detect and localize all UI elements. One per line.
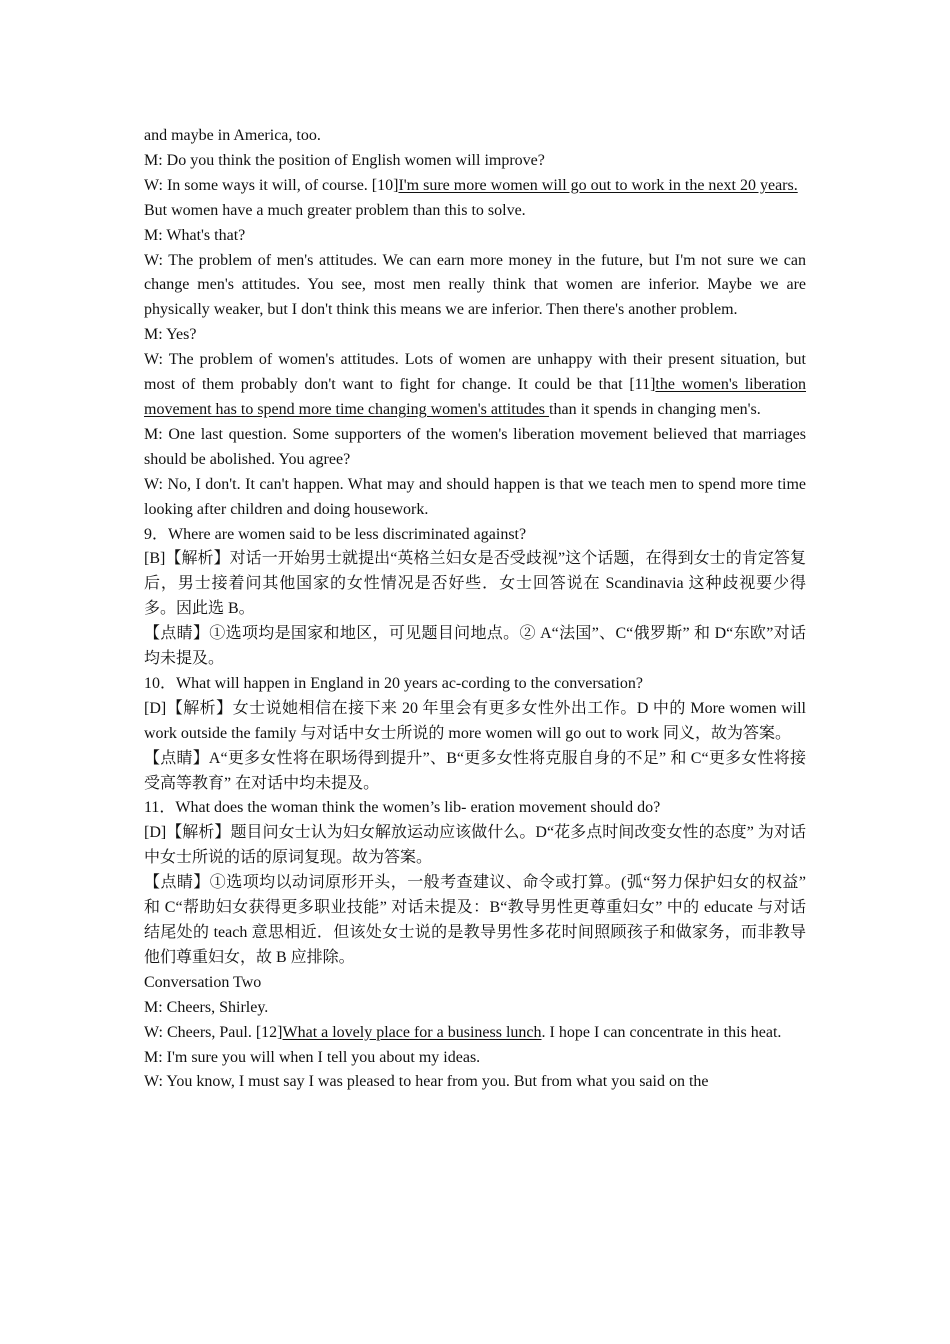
text-run: M: One last question. Some supporters of the women's liberation movement believed that marriages should be abolished. You agree? (144, 425, 806, 468)
text-run: But women have a much greater problem than this to solve. (144, 201, 526, 219)
text-run: 11．What does the woman think the women’s lib- eration movement should do? (144, 799, 661, 817)
paragraph (144, 796, 806, 821)
paragraph (144, 523, 806, 548)
paragraph (144, 423, 806, 473)
paragraph (144, 672, 806, 697)
text-run: W: The problem of women's attitudes. Lots of women are unhappy with their present situation, but most of them probably don't want to fight for change. It could be that [11] (144, 351, 806, 394)
text-run: M: Do you think the position of English women will improve? (144, 151, 545, 169)
text-run: M: I'm sure you will when I tell you about my ideas. (144, 1048, 481, 1066)
text-run: [D]【解析】题目问女士认为妇女解放运动应该做什么。D“花多点时间改变女性的态度” 为对话中女士所说的话的原词复现。故为答案。 (144, 824, 806, 867)
text-run: [B]【解析】对话一开始男士就提出“英格兰妇女是否受歧视”这个话题，在得到女士的肯定答复后，男士接着问其他国家的女性情况是否好些．女士回答说在 Scandinavia 这种歧视要少得多。因此选 B。 (144, 550, 806, 618)
text-run: 【点睛】①选项均是国家和地区，可见题目问地点。② A“法国”、C“俄罗斯” 和 D“东欧”对话均未提及。 (144, 625, 806, 668)
text-run: M: Yes? (144, 326, 197, 344)
paragraph (144, 871, 806, 971)
text-run: M: What's that? (144, 226, 246, 244)
underlined-text: I'm sure more women will go out to work in the next 20 years. (398, 176, 798, 194)
paragraph (144, 473, 806, 523)
text-run: W: In some ways it will, of course. [10] (144, 176, 399, 194)
paragraph (144, 124, 806, 149)
text-run: and maybe in America, too. (144, 127, 321, 144)
text-run: Conversation Two (144, 973, 262, 991)
paragraph (144, 821, 806, 871)
paragraph (144, 1021, 806, 1046)
paragraph (144, 971, 806, 996)
paragraph (144, 747, 806, 797)
paragraph (144, 622, 806, 672)
text-run: 【点睛】A“更多女性将在职场得到提升”、B“更多女性将克服自身的不足” 和 C“更多女性将接受高等教育” 在对话中均未提及。 (144, 749, 806, 792)
text-run: than it spends in changing men's. (549, 400, 761, 418)
text-run: 【点睛】①选项均以动词原形开头，一般考查建议、命令或打算。(弧“努力保护妇女的权益” 和 C“帮助妇女获得更多职业技能” 对话未提及：B“教导男性更尊重妇女” 中的 educate 与对话结尾处的 teach 意思相近．但该处女士说的是教导男性多花时间照顾孩子和做家务，而非教导他们尊重妇女，故 B 应排除。 (144, 874, 806, 966)
text-run: W: Cheers, Paul. [12] (144, 1023, 283, 1041)
underlined-text: the women's liberation movement has to spend more time changing women's attitudes (144, 376, 807, 418)
underlined-text: What a lovely place for a business lunch (282, 1023, 542, 1041)
text-run: W: No, I don't. It can't happen. What may and should happen is that we teach men to spend more time looking after children and doing housework. (144, 475, 806, 518)
text-run: 9．Where are women said to be less discriminated against? (144, 525, 527, 543)
text-run: W: You know, I must say I was pleased to hear from you. But from what you said on the (144, 1073, 709, 1091)
paragraph (144, 996, 806, 1021)
paragraph (144, 199, 806, 224)
paragraph (144, 547, 806, 622)
paragraph (144, 224, 806, 249)
text-run: 10．What will happen in England in 20 years ac-cording to the conversation? (144, 674, 643, 692)
paragraph (144, 1046, 806, 1071)
paragraph (144, 149, 806, 174)
paragraph (144, 697, 806, 747)
paragraph (144, 174, 806, 199)
document-page (144, 124, 806, 1095)
paragraph (144, 323, 806, 348)
paragraph (144, 348, 806, 423)
text-run: M: Cheers, Shirley. (144, 998, 269, 1016)
text-run: . I hope I can concentrate in this heat. (541, 1023, 782, 1041)
text-run: W: The problem of men's attitudes. We can earn more money in the future, but I'm not sure we can change men's attitudes. You see, most men really think that women are inferior. Maybe we are physically weaker, but I don't think this means we are inferior. Then there's another problem. (144, 251, 806, 319)
text-run: [D]【解析】女士说她相信在接下来 20 年里会有更多女性外出工作。D 中的 More women will work outside the family 与对话中女士所说的 more women will go out to work 同义，故为答案。 (144, 699, 806, 742)
paragraph (144, 1070, 806, 1095)
paragraph (144, 249, 806, 324)
